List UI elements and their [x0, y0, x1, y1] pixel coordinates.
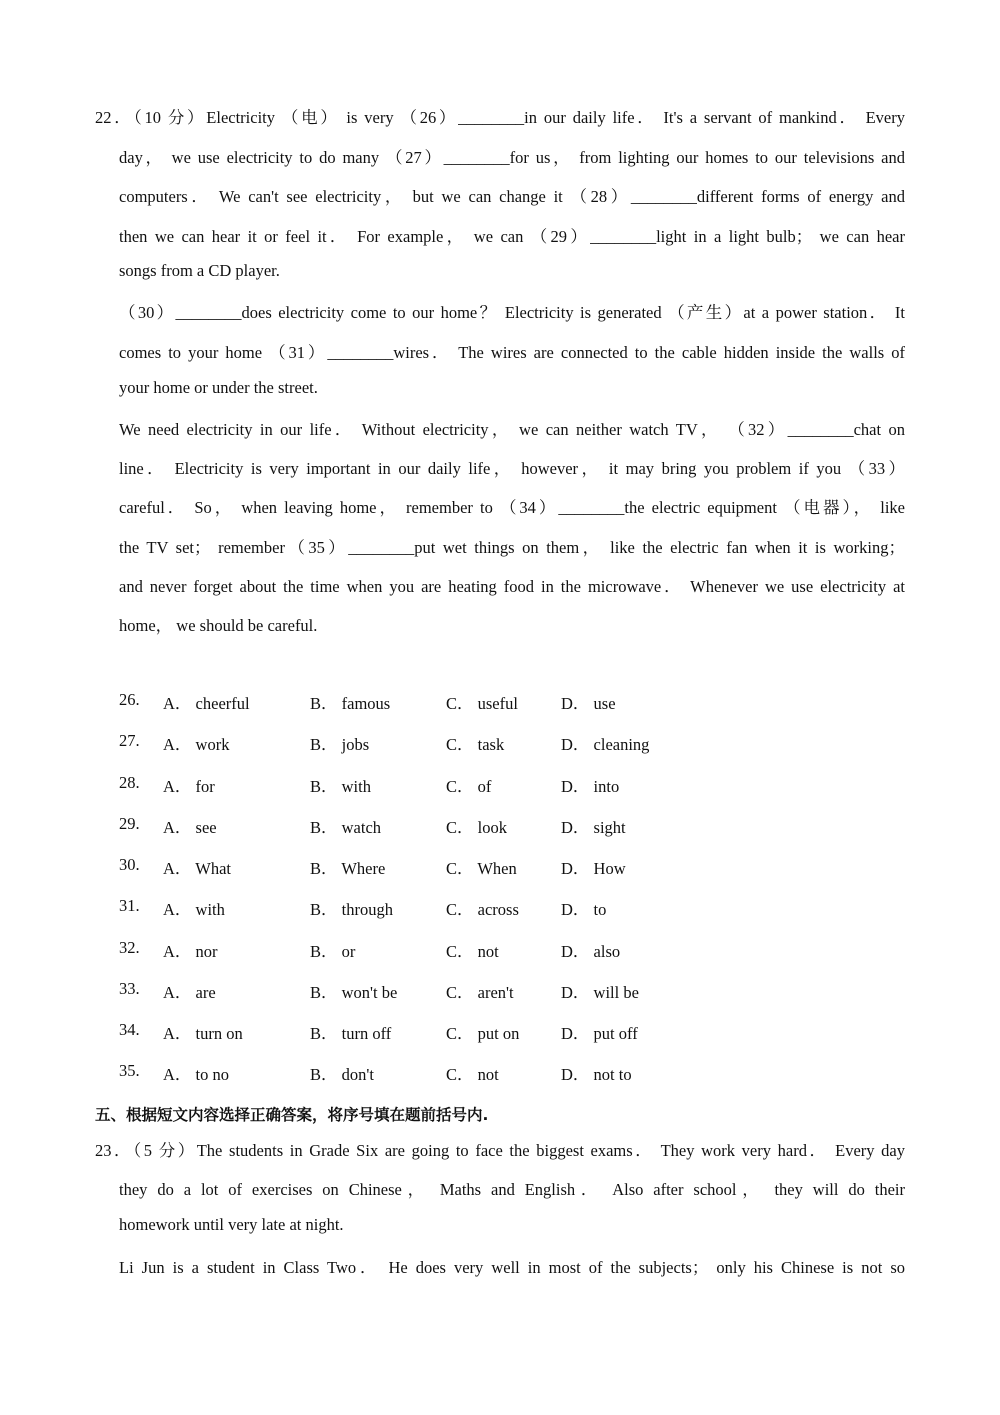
option-row-34 [0, 1020, 1000, 1042]
option-c: C． not [446, 942, 499, 961]
option-b: B． jobs [310, 735, 370, 754]
option-a: A． are [163, 983, 216, 1002]
section-heading: 五、根据短文内容选择正确答案，将序号填在题前括号内. [95, 1106, 489, 1124]
option-d: D． to [561, 900, 607, 919]
option-c: C． task [446, 735, 505, 754]
passage-22-line-6: （30）________does electricity come to our home？ Electricity is generated （产生）at a power station． It [119, 303, 905, 322]
option-d: D． sight [561, 818, 626, 837]
option-d: D． put off [561, 1024, 638, 1043]
option-c: C． across [446, 900, 519, 919]
option-d: D． into [561, 777, 620, 796]
option-row-27 [0, 731, 1000, 753]
option-c: C． of [446, 777, 492, 796]
passage-22-line-2: day， we use electricity to do many （27）________for us， from lighting our homes to our televisions and [119, 148, 905, 167]
option-b: B． won't be [310, 983, 398, 1002]
option-number: 26. [119, 690, 140, 709]
option-c: C． aren't [446, 983, 514, 1002]
option-a: A． work [163, 735, 230, 754]
option-number: 35. [119, 1061, 140, 1080]
option-number: 33. [119, 979, 140, 998]
option-d: D． cleaning [561, 735, 650, 754]
option-a: A． nor [163, 942, 218, 961]
option-c: C． useful [446, 694, 518, 713]
option-row-26 [0, 690, 1000, 712]
option-d: D． not to [561, 1065, 632, 1084]
option-a: A． with [163, 900, 225, 919]
option-d: D． use [561, 694, 616, 713]
option-b: B． watch [310, 818, 382, 837]
option-d: D． How [561, 859, 626, 878]
passage-22-line-5: songs from a CD player. [119, 261, 280, 280]
option-number: 27. [119, 731, 140, 750]
passage-23-line-1: 23．（5 分）The students in Grade Six are going to face the biggest exams． They work very hard． Every day [95, 1141, 905, 1160]
option-a: A． What [163, 859, 231, 878]
passage-22-line-12: the TV set； remember（35）________put wet things on them， like the electric fan when it is working； [119, 538, 905, 557]
passage-22-line-1: 22．（10 分）Electricity （电） is very （26）________in our daily life． It's a servant of mankind． Every [95, 108, 905, 127]
passage-22-line-10: line． Electricity is very important in our daily life， however， it may bring you problem if you （33） [119, 459, 905, 478]
option-a: A． turn on [163, 1024, 243, 1043]
option-row-35 [0, 1061, 1000, 1083]
option-number: 32. [119, 938, 140, 957]
option-b: B． with [310, 777, 371, 796]
option-number: 31. [119, 896, 140, 915]
option-b: B． through [310, 900, 393, 919]
passage-22-line-14: home， we should be careful. [119, 616, 318, 635]
passage-22-line-9: We need electricity in our life． Without electricity， we can neither watch TV， （32）________chat on [119, 420, 905, 439]
option-row-29 [0, 814, 1000, 836]
option-c: C． not [446, 1065, 499, 1084]
passage-22-line-7: comes to your home （31）________wires． The wires are connected to the cable hidden inside the walls of [119, 343, 905, 362]
passage-23-line-3: homework until very late at night. [119, 1215, 344, 1234]
option-a: A． to no [163, 1065, 229, 1084]
passage-22-line-3: computers． We can't see electricity， but we can change it （28）________different forms of energy and [119, 187, 905, 206]
option-d: D． also [561, 942, 621, 961]
passage-22-line-13: and never forget about the time when you are heating food in the microwave． Whenever we use electricity at [119, 577, 905, 596]
option-number: 29. [119, 814, 140, 833]
option-number: 30. [119, 855, 140, 874]
option-number: 34. [119, 1020, 140, 1039]
option-number: 28. [119, 773, 140, 792]
option-b: B． or [310, 942, 356, 961]
option-row-28 [0, 773, 1000, 795]
option-row-30 [0, 855, 1000, 877]
passage-22-line-8: your home or under the street. [119, 378, 318, 397]
option-c: C． put on [446, 1024, 520, 1043]
option-c: C． When [446, 859, 517, 878]
option-a: A． cheerful [163, 694, 250, 713]
option-b: B． turn off [310, 1024, 392, 1043]
option-a: A． see [163, 818, 217, 837]
passage-23-line-4: Li Jun is a student in Class Two． He does very well in most of the subjects； only his Chinese is not so [119, 1258, 905, 1277]
option-a: A． for [163, 777, 215, 796]
option-b: B． Where [310, 859, 386, 878]
passage-22-line-11: careful． So， when leaving home， remember to （34）________the electric equipment （电器）， like [119, 498, 905, 517]
option-b: B． famous [310, 694, 391, 713]
option-b: B． don't [310, 1065, 374, 1084]
option-d: D． will be [561, 983, 639, 1002]
passage-23-line-2: they do a lot of exercises on Chinese， Maths and English． Also after school， they will do their [119, 1180, 905, 1199]
option-row-32 [0, 938, 1000, 960]
option-row-33 [0, 979, 1000, 1001]
option-c: C． look [446, 818, 507, 837]
passage-22-line-4: then we can hear it or feel it． For example， we can （29）________light in a light bulb； we can hear [119, 227, 905, 246]
option-row-31 [0, 896, 1000, 918]
